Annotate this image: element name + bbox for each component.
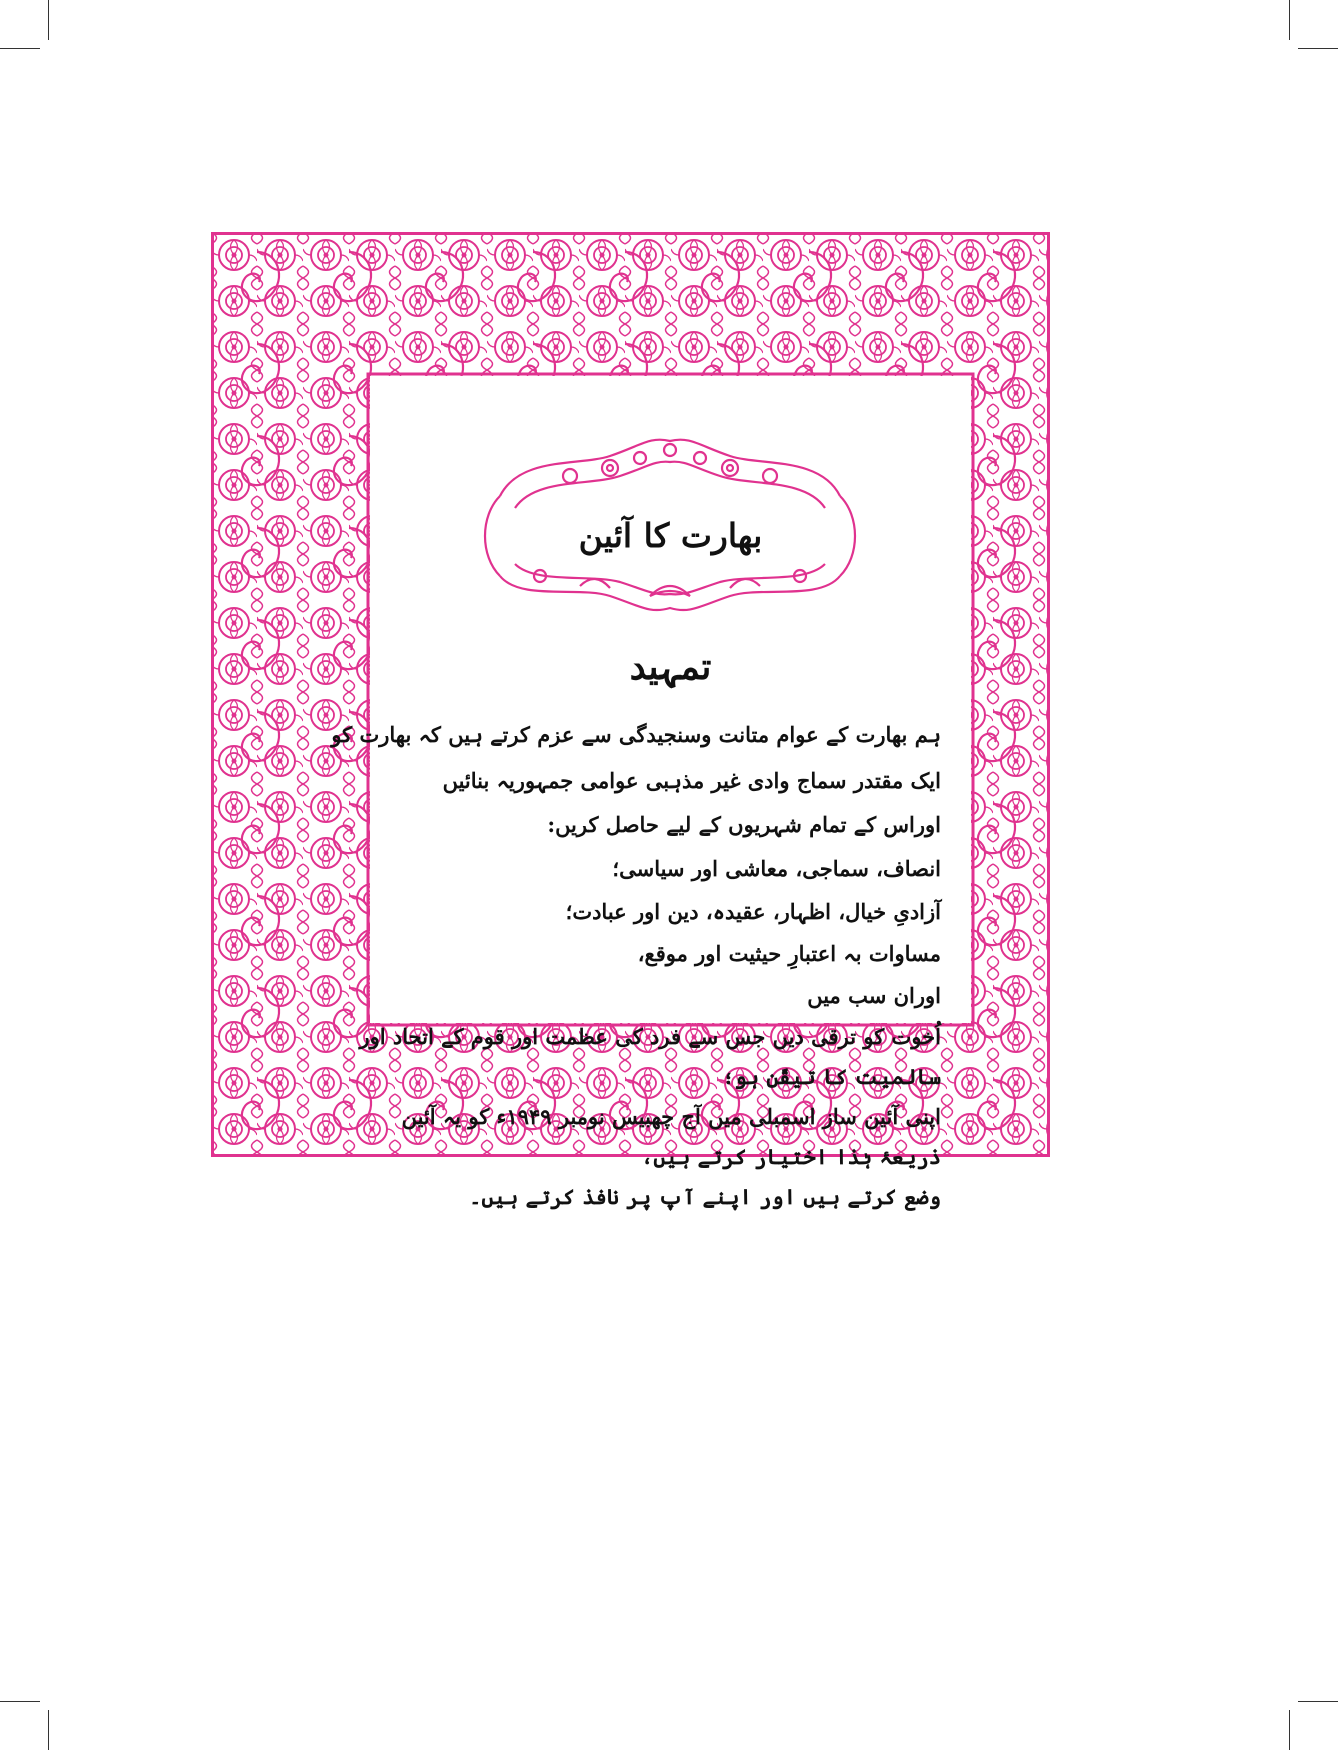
crop-mark <box>48 1710 49 1750</box>
preamble-text <box>331 711 941 1217</box>
crop-mark <box>1298 48 1338 49</box>
crop-mark <box>1289 0 1290 40</box>
preamble-line: اوران سب میں <box>807 983 941 1008</box>
text-panel <box>331 376 971 1209</box>
crop-mark <box>48 0 49 40</box>
crop-mark <box>1298 1701 1338 1702</box>
preamble-line: اپنی آئین ساز اسمبلی میں آج چھبیس نومبر ۱۹۴۹ء کو یہ آئین <box>401 1104 941 1129</box>
crop-mark <box>1289 1710 1290 1750</box>
preamble-line: اوراس کے تمام شہریوں کے لیے حاصل کریں: <box>547 812 941 837</box>
preamble-line: مساوات بہ اعتبارِ حیثیت اور موقع، <box>637 941 941 966</box>
crop-mark <box>0 1701 40 1702</box>
preamble-line: انصاف، سماجی، معاشی اور سیاسی؛ <box>612 856 941 881</box>
preamble-line: ذریعۂ ہٰذا اختیار کرتے ہیں، <box>641 1144 941 1169</box>
preamble-heading: تمہید <box>629 646 712 688</box>
preamble-line: آزادیِ خیال، اظہار، عقیدہ، دین اور عبادت؛ <box>565 899 941 924</box>
preamble-line: اُخوت کو ترقی دیں جس سے فرد کی عظمت اور قوم کے اتحاد اور <box>359 1024 941 1049</box>
preamble-line: وضع کرتے ہیں اور اپنے آپ پر نافذ کرتے ہیں۔ <box>469 1184 941 1209</box>
document-title: بھارت کا آئین <box>578 516 763 555</box>
preamble-line: سالمیت کا تیقّن ہو؛ <box>722 1064 941 1089</box>
preamble-line: ہم بھارت کے عوام متانت وسنجیدگی سے عزم کرتے ہیں کہ بھارت کو <box>331 722 941 747</box>
preamble-line: ایک مقتدر سماج وادی غیر مذہبی عوامی جمہوریہ بنائیں <box>442 768 941 793</box>
crop-mark <box>0 48 40 49</box>
